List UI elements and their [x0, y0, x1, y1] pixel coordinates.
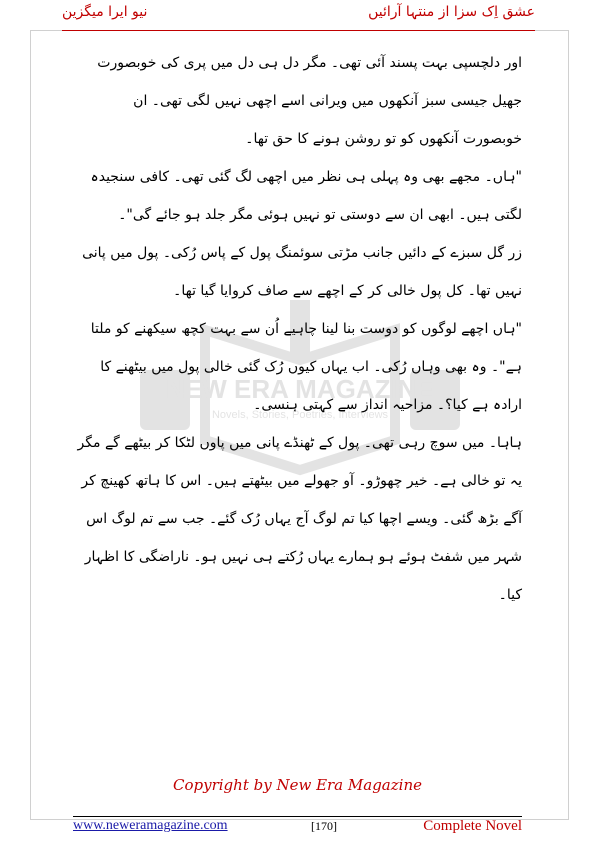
paragraph: ہاہا۔ میں سوچ رہی تھی۔ پول کے ٹھنڈے پانی میں پاوں لٹکا کر بیٹھے گے مگر یہ تو خالی ہے۔ خیر چھوڑو۔ آو جھولے میں بیٹھتے ہیں۔ اس کا ہاتھ کھینچ کر آگے بڑھ گئی۔ ویسے اچھا کیا تم لوگ آج یہاں رُک گئے۔ جب سے تم لوگ اس شہر میں شفٹ ہوئے ہو ہمارے یہاں رُکتے ہی نہیں ہو۔ ناراضگی کا اظہار کیا۔: [77, 435, 522, 603]
paragraph: "ہاں۔ مجھے بھی وہ پہلی ہی نظر میں اچھی لگ گئی تھی۔ کافی سنجیدہ لگتی ہیں۔ ابھی ان سے دوستی تو نہیں ہوئی مگر جلد ہو جائے گی"۔: [90, 169, 522, 223]
watermark-subtext: Novels, Stories, Poetries, Interviews: [211, 409, 389, 421]
watermark-text: NEW ERA MAGAZINE: [166, 374, 434, 404]
page-footer: [73, 818, 522, 838]
paragraph: اور دلچسپی بہت پسند آئی تھی۔ مگر دل ہی دل میں پری کی خوبصورت جھیل جیسی سبز آنکھوں میں ویرانی اسے اچھی نہیں لگی تھی۔ ان خوبصورت آنکھوں کو تو روشن ہونے کا حق تھا۔: [97, 55, 522, 147]
website-link[interactable]: www.neweramagazine.com: [73, 818, 228, 833]
footer-rule: [73, 816, 522, 817]
novel-title: عشق اِک سزا از منتہا آرائیں: [368, 4, 535, 20]
header-rule: [62, 30, 535, 31]
magazine-name: نیو ایرا میگزین: [62, 4, 148, 20]
paragraph: "ہاں اچھے لوگوں کو دوست بنا لینا چاہیے اُن سے بہت کچھ سیکھنے کو ملتا ہے"۔ وہ بھی وہاں رُکی۔ اب یہاں کیوں رُک گئی خالی پول میں بیٹھنے کا ارادہ ہے کیا؟۔ مزاحیہ انداز سے کہتی ہنسی۔: [90, 321, 522, 413]
page-number: [170]: [311, 819, 337, 833]
copyright-notice: Copyright by New Era Magazine: [173, 776, 422, 794]
paragraph: زر گل سبزے کے دائیں جانب مڑتی سوئمنگ پول کے پاس رُکی۔ پول میں پانی نہیں تھا۔ کل پول خالی کر کے اچھے سے صاف کروایا گیا تھا۔: [82, 245, 522, 299]
novel-body: [74, 44, 522, 614]
novel-type-label: Complete Novel: [423, 818, 522, 834]
